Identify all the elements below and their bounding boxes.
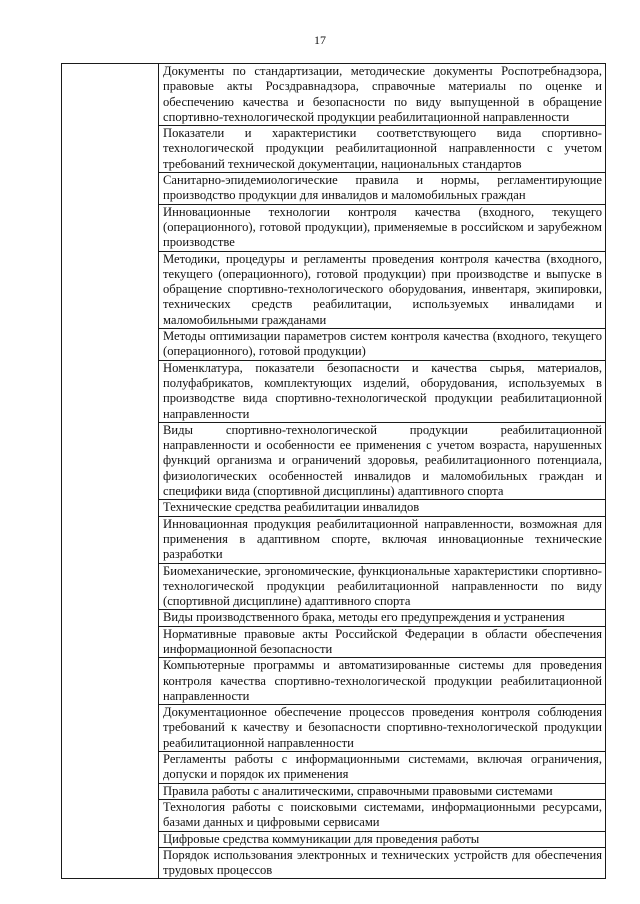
table-cell: Компьютерные программы и автоматизированные системы для проведения контроля качества спортивно-технологической продукции реабилитационной направленности [159,658,606,705]
table-cell: Санитарно-эпидемиологические правила и нормы, регламентирующие производство продукции для инвалидов и маломобильных граждан [159,173,606,205]
table-cell: Номенклатура, показатели безопасности и качества сырья, материалов, полуфабрикатов, комплектующих изделий, оборудования, используемых в производстве вида спортивно-технологической продукции реабилитационной направленности [159,360,606,422]
knowledge-requirements-table [61,63,606,879]
table-cell: Виды спортивно-технологической продукции реабилитационной направленности и особенности ее применения с учетом возраста, нарушенных функций организма и ограничений здоровья, реабилитационного потенциала, физиологических особенностей инвалидов и маломобильных граждан и специфики вида (спортивной дисциплины) адаптивного спорта [159,422,606,499]
table-cell: Порядок использования электронных и технических устройств для обеспечения трудовых процессов [159,847,606,879]
table-cell: Правила работы с аналитическими, справочными правовыми системами [159,783,606,799]
table-cell: Инновационные технологии контроля качества (входного, текущего (операционного), готовой продукции), применяемые в российском и зарубежном производстве [159,204,606,251]
table-cell: Технология работы с поисковыми системами, информационными ресурсами, базами данных и цифровыми сервисами [159,799,606,831]
table-cell: Нормативные правовые акты Российской Федерации в области обеспечения информационной безопасности [159,626,606,658]
table-cell: Технические средства реабилитации инвалидов [159,500,606,516]
table-cell: Биомеханические, эргономические, функциональные характеристики спортивно-технологической продукции реабилитационной направленности по виду (спортивной дисциплине) адаптивного спорта [159,563,606,610]
page-number: 17 [314,33,326,47]
table-cell: Методы оптимизации параметров систем контроля качества (входного, текущего (операционного), готовой продукции) [159,329,606,361]
table-cell: Документы по стандартизации, методические документы Роспотребнадзора, правовые акты Росздравнадзора, справочные материалы по оценке и обеспечению качества и безопасности по виду выпущенной в обращение спортивно-технологической продукции реабилитационной направленности [159,64,606,126]
table-row [62,64,606,126]
table-cell: Инновационная продукция реабилитационной направленности, возможная для применения в адаптивном спорте, включая инновационные технические разработки [159,516,606,563]
table-cell: Показатели и характеристики соответствующего вида спортивно-технологической продукции реабилитационной направленности с учетом требований технической документации, национальных стандартов [159,126,606,173]
empty-label-cell [62,64,159,879]
table-cell: Цифровые средства коммуникации для проведения работы [159,831,606,847]
table-cell: Методики, процедуры и регламенты проведения контроля качества (входного, текущего (операционного), готовой продукции) при производстве и выпуске в обращение спортивно-технологического оборудования, инвентаря, экипировки, технических средств реабилитации, используемых инвалидами и маломобильными гражданами [159,251,606,328]
table-cell: Документационное обеспечение процессов проведения контроля соблюдения требований к качеству и безопасности спортивно-технологической продукции реабилитационной направленности [159,705,606,752]
table-cell: Регламенты работы с информационными системами, включая ограничения, допуски и порядок их применения [159,752,606,784]
table-cell: Виды производственного брака, методы его предупреждения и устранения [159,610,606,626]
